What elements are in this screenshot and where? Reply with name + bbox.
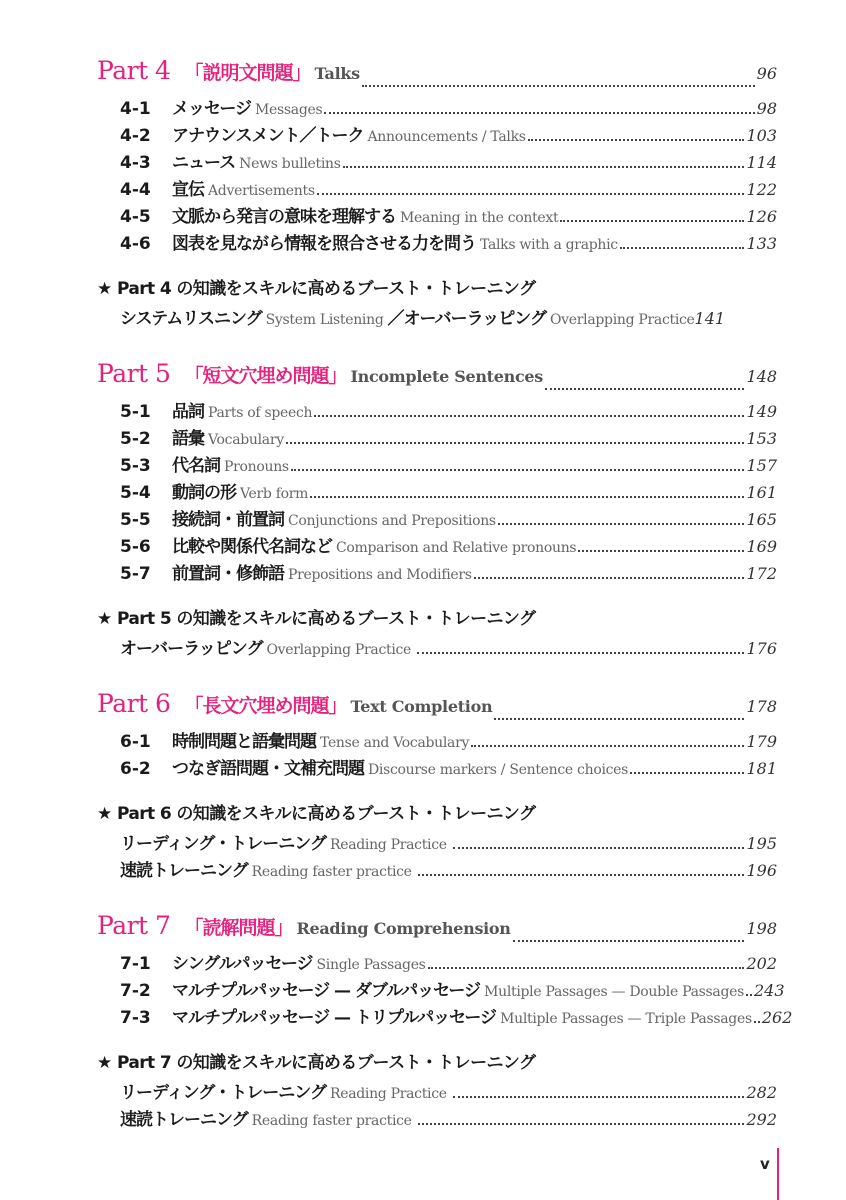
page-number: 198 — [746, 919, 777, 938]
page-number: 96 — [756, 64, 777, 83]
page-number: 181 — [746, 759, 777, 778]
page-number: 282 — [746, 1083, 777, 1102]
page-number: 141 — [694, 309, 726, 328]
section-number: 4-5 — [120, 207, 151, 227]
part-title-en: Talks — [314, 64, 360, 83]
section-title-en: Parts of speech — [208, 405, 313, 421]
toc-entry[interactable] — [97, 559, 777, 586]
toc-entry[interactable] — [97, 532, 777, 559]
section-number: 5-6 — [120, 537, 151, 557]
section-title-en: Single Passages — [316, 957, 426, 973]
toc-entry[interactable] — [97, 754, 777, 781]
section-number: 4-3 — [120, 153, 151, 173]
page-number: 157 — [746, 456, 777, 475]
page-folio: v — [760, 1155, 770, 1173]
folio-rule — [777, 1148, 779, 1200]
section-title-en: Multiple Passages — Double Passages — [484, 984, 744, 1000]
section-title-en: Pronouns — [224, 459, 289, 475]
boost-training-heading: ★ Part 6 の知識をスキルに高めるブースト・トレーニング — [97, 804, 536, 824]
page-number: 195 — [746, 834, 777, 853]
page-number: 178 — [746, 697, 777, 716]
boost-title-en-2: Overlapping Practice — [549, 312, 695, 328]
boost-title-jp: リーディング・トレーニング — [120, 834, 326, 854]
part-title-en: Text Completion — [350, 697, 493, 716]
boost-title-jp: リーディング・トレーニング — [120, 1083, 326, 1103]
boost-title-jp-2: ／オーバーラッピング — [387, 309, 546, 329]
leader-dots — [578, 550, 744, 552]
toc-entry[interactable] — [97, 634, 777, 661]
section-number: 4-4 — [120, 180, 151, 200]
part-heading[interactable] — [97, 911, 777, 949]
leader-dots — [528, 139, 745, 141]
section-number: 7-1 — [120, 954, 151, 974]
toc-entry[interactable] — [97, 1105, 777, 1132]
toc-entry[interactable] — [97, 451, 777, 478]
section-title-jp: つなぎ語問題・文補充問題 — [172, 759, 364, 779]
leader-dots — [471, 745, 744, 747]
toc-entry[interactable] — [97, 229, 777, 256]
page-number: 103 — [746, 126, 777, 145]
toc-entry[interactable] — [97, 727, 777, 754]
section-title-jp: 前置詞・修飾語 — [172, 564, 284, 584]
boost-title-en: Reading faster practice — [251, 1113, 412, 1129]
section-title-en: Conjunctions and Prepositions — [288, 513, 496, 529]
toc-entry[interactable] — [97, 148, 777, 175]
page-number: 243 — [754, 981, 785, 1000]
leader-dots — [513, 940, 745, 942]
section-number: 7-2 — [120, 981, 151, 1001]
section-title-en: Verb form — [240, 486, 309, 502]
page-number: 172 — [746, 564, 777, 583]
boost-title-en: Reading Practice — [329, 1086, 447, 1102]
leader-dots — [474, 577, 745, 579]
leader-dots — [324, 112, 754, 114]
page-number: 148 — [746, 367, 777, 386]
section-title-jp: アナウンスメント／トーク — [172, 126, 364, 146]
section-title-jp: ニュース — [172, 153, 236, 173]
part-label: Part 6 — [97, 689, 171, 718]
part-title-en: Reading Comprehension — [296, 919, 511, 938]
page-number: 122 — [746, 180, 777, 199]
section-title-en: Vocabulary — [208, 432, 284, 448]
toc-entry[interactable] — [97, 1078, 777, 1105]
toc-entry[interactable] — [97, 976, 785, 1003]
boost-training-heading: ★ Part 7 の知識をスキルに高めるブースト・トレーニング — [97, 1053, 536, 1073]
boost-title-en: Reading Practice — [329, 837, 447, 853]
page-number: 149 — [746, 402, 777, 421]
leader-dots — [291, 469, 745, 471]
page-number: 176 — [746, 639, 777, 658]
section-number: 5-2 — [120, 429, 151, 449]
section-title-jp: 動詞の形 — [172, 483, 236, 503]
boost-title-jp: システムリスニング — [120, 309, 262, 329]
leader-dots — [494, 718, 744, 720]
section-number: 7-3 — [120, 1008, 151, 1028]
page-number: 262 — [761, 1008, 793, 1027]
section-number: 4-2 — [120, 126, 151, 146]
boost-training-heading: ★ Part 5 の知識をスキルに高めるブースト・トレーニング — [97, 609, 536, 629]
page-number: 133 — [746, 234, 777, 253]
part-label: Part 4 — [97, 56, 171, 85]
boost-title-en: Overlapping Practice — [266, 642, 412, 658]
page-number: 126 — [746, 207, 777, 226]
part-label: Part 7 — [97, 911, 171, 940]
section-title-jp: マルチプルパッセージ — ダブルパッセージ — [172, 981, 481, 1001]
leader-dots — [498, 523, 745, 525]
leader-dots — [310, 496, 744, 498]
boost-training-heading: ★ Part 4 の知識をスキルに高めるブースト・トレーニング — [97, 279, 536, 299]
part-heading[interactable] — [97, 689, 777, 727]
section-number: 5-1 — [120, 402, 151, 422]
page-number: 114 — [746, 153, 777, 172]
section-title-jp: メッセージ — [172, 99, 251, 119]
part-heading[interactable] — [97, 359, 777, 397]
leader-dots — [317, 193, 745, 195]
section-title-jp: 比較や関係代名詞など — [172, 537, 332, 557]
leader-dots — [417, 652, 744, 654]
table-of-contents — [97, 56, 793, 1132]
toc-entry[interactable] — [97, 175, 777, 202]
page-number: 169 — [746, 537, 777, 556]
boost-title-jp: 速読トレーニング — [120, 861, 248, 881]
leader-dots — [453, 847, 745, 849]
page-number: 165 — [746, 510, 777, 529]
toc-entry[interactable] — [97, 304, 777, 331]
section-title-jp: 品詞 — [172, 402, 204, 422]
section-number: 6-2 — [120, 759, 151, 779]
section-title-en: Announcements / Talks — [367, 129, 526, 145]
section-title-en: Tense and Vocabulary — [320, 735, 470, 751]
section-title-jp: 語彙 — [172, 429, 204, 449]
section-title-jp: マルチプルパッセージ — トリプルパッセージ — [172, 1008, 497, 1028]
part-title-jp: 「短文穴埋め問題」 — [184, 365, 347, 387]
boost-title-en: Reading faster practice — [251, 864, 412, 880]
section-title-jp: 文脈から発言の意味を理解する — [172, 207, 396, 227]
boost-title-jp: オーバーラッピング — [120, 639, 263, 659]
toc-entry[interactable] — [97, 424, 777, 451]
part-title-jp: 「読解問題」 — [184, 917, 293, 939]
section-title-en: Advertisements — [208, 183, 315, 199]
leader-dots — [754, 1021, 760, 1023]
section-title-en: Comparison and Relative pronouns — [336, 540, 577, 556]
leader-dots — [746, 994, 752, 996]
toc-entry[interactable] — [97, 505, 777, 532]
page-number: 292 — [746, 1110, 777, 1129]
section-title-jp: 宣伝 — [172, 180, 204, 200]
leader-dots — [620, 247, 745, 249]
section-number: 5-4 — [120, 483, 151, 503]
leader-dots — [545, 388, 744, 390]
toc-entry[interactable] — [97, 202, 777, 229]
section-title-jp: 時制問題と語彙問題 — [172, 732, 316, 752]
section-title-jp: 代名詞 — [172, 456, 220, 476]
leader-dots — [286, 442, 745, 444]
leader-dots — [314, 415, 744, 417]
section-title-jp: シングルパッセージ — [172, 954, 313, 974]
section-number: 5-7 — [120, 564, 151, 584]
part-title-jp: 「説明文問題」 — [184, 62, 311, 84]
section-title-en: Messages — [254, 102, 323, 118]
section-title-en: Meaning in the context — [400, 210, 559, 226]
leader-dots — [453, 1096, 745, 1098]
leader-dots — [418, 874, 745, 876]
section-title-en: Multiple Passages — Triple Passages — [500, 1011, 752, 1027]
section-title-jp: 図表を見ながら情報を照合させる力を問う — [172, 234, 476, 254]
section-title-jp: 接続詞・前置詞 — [172, 510, 284, 530]
toc-entry[interactable] — [97, 94, 777, 121]
section-number: 6-1 — [120, 732, 151, 752]
part-label: Part 5 — [97, 359, 171, 388]
section-title-en: Talks with a graphic — [480, 237, 618, 253]
section-number: 4-6 — [120, 234, 151, 254]
toc-entry[interactable] — [97, 829, 777, 856]
page-number: 179 — [746, 732, 777, 751]
page-number: 196 — [746, 861, 777, 880]
page-number: 161 — [746, 483, 777, 502]
leader-dots — [343, 166, 745, 168]
boost-title-en: System Listening — [265, 312, 384, 328]
section-number: 5-3 — [120, 456, 151, 476]
leader-dots — [362, 85, 755, 87]
leader-dots — [560, 220, 744, 222]
section-title-en: Discourse markers / Sentence choices — [368, 762, 629, 778]
page-number: 98 — [756, 99, 777, 118]
section-title-en: Prepositions and Modifiers — [288, 567, 472, 583]
page-number: 153 — [746, 429, 777, 448]
boost-title-jp: 速読トレーニング — [120, 1110, 248, 1130]
toc-entry[interactable] — [97, 478, 777, 505]
part-title-en: Incomplete Sentences — [350, 367, 544, 386]
section-number: 5-5 — [120, 510, 151, 530]
leader-dots — [418, 1123, 745, 1125]
toc-entry[interactable] — [97, 856, 777, 883]
toc-entry[interactable] — [97, 397, 777, 424]
toc-entry[interactable] — [97, 1003, 793, 1030]
toc-entry[interactable] — [97, 949, 777, 976]
part-heading[interactable] — [97, 56, 777, 94]
page-number: 202 — [746, 954, 777, 973]
leader-dots — [428, 967, 745, 969]
toc-entry[interactable] — [97, 121, 777, 148]
part-title-jp: 「長文穴埋め問題」 — [184, 695, 347, 717]
leader-dots — [630, 772, 744, 774]
section-title-en: News bulletins — [239, 156, 341, 172]
section-number: 4-1 — [120, 99, 151, 119]
